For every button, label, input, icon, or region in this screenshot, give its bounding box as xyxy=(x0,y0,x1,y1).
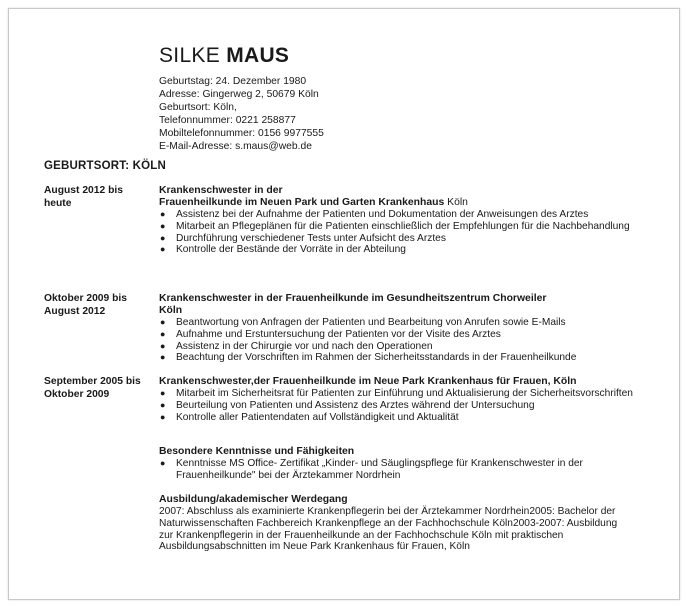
date-line: heute xyxy=(44,197,72,209)
title-plain-text: Köln xyxy=(444,197,468,208)
education-section xyxy=(159,494,634,553)
contact-birthplace: Geburtsort: Köln, xyxy=(159,102,237,113)
bullet-icon: ● xyxy=(160,209,166,219)
date-line: August 2012 xyxy=(44,305,106,317)
date-line: Oktober 2009 xyxy=(44,388,110,400)
bullet-icon: ● xyxy=(160,317,166,327)
first-name: SILKE xyxy=(159,44,221,67)
list-item xyxy=(159,352,634,364)
duty-list xyxy=(159,209,634,256)
list-item xyxy=(159,341,634,353)
contact-birthday: Geburtstag: 24. Dezember 1980 xyxy=(159,76,307,87)
title-bold-text: Frauenheilkunde im Neuen Park und Garten Krankenhaus xyxy=(159,197,445,208)
list-item xyxy=(159,221,634,233)
list-item-text: Kontrolle der Bestände der Vorräte in der Abteilung xyxy=(176,244,406,256)
entry-date xyxy=(44,376,154,401)
bullet-icon: ● xyxy=(160,388,166,398)
list-item-text: Beantwortung von Anfragen der Patienten und Bearbeitung von Anrufen sowie E-Mails xyxy=(176,317,566,328)
list-item-text: Beurteilung von Patienten und Assistenz des Arztes während der Untersuchung xyxy=(176,399,535,411)
contact-address: Adresse: Gingerweg 2, 50679 Köln xyxy=(159,89,319,100)
date-line: Oktober 2009 bis xyxy=(44,293,127,304)
list-item-text: Kontrolle aller Patientendaten auf Vollständigkeit und Aktualität xyxy=(176,411,459,423)
list-item-text: Assistenz bei der Aufnahme der Patienten und Dokumentation der Anweisungen des Arztes xyxy=(176,209,589,220)
list-item-text: Mitarbeit im Sicherheitsrat für Patienten zur Einführung und Aktualisierung der Sicherheitsvorschriften xyxy=(176,388,633,399)
bullet-icon: ● xyxy=(160,220,166,231)
last-name: MAUS xyxy=(226,44,290,67)
list-item xyxy=(159,244,634,256)
title-line: Krankenschwester in der xyxy=(159,185,283,196)
entry-title xyxy=(159,293,634,317)
experience-entry xyxy=(44,293,634,364)
experience-entry xyxy=(44,376,634,423)
list-item-text: Beachtung der Vorschriften im Rahmen der Sicherheitsstandards in der Frauenheilkunde xyxy=(176,352,577,364)
bullet-icon: ● xyxy=(160,458,166,468)
list-item xyxy=(159,209,634,221)
education-title: Ausbildung/akademischer Werdegang xyxy=(159,494,348,505)
entry-date xyxy=(44,293,154,318)
list-item xyxy=(159,317,634,329)
experience-entry xyxy=(44,185,634,256)
contact-phone: Telefonnummer: 0221 258877 xyxy=(159,115,296,126)
list-item-text: Mitarbeit an Pflegeplänen für die Patienten einschließlich der Empfehlungen für die Nachbehandlung xyxy=(176,220,630,232)
bullet-icon: ● xyxy=(160,244,166,255)
date-line: September 2005 bis xyxy=(44,376,141,387)
duty-list xyxy=(159,388,634,423)
contact-details xyxy=(159,75,579,153)
skills-list xyxy=(159,458,634,482)
list-item xyxy=(159,400,634,412)
duty-list xyxy=(159,317,634,364)
full-name xyxy=(159,44,579,68)
list-item xyxy=(159,233,634,245)
contact-email: E-Mail-Adresse: s.maus@web.de xyxy=(159,141,312,152)
contact-mobile: Mobiltelefonnummer: 0156 9977555 xyxy=(159,128,324,139)
list-item xyxy=(159,329,634,341)
list-item-text: Durchführung verschiedener Tests unter Aufsicht des Arztes xyxy=(176,232,446,244)
bullet-icon: ● xyxy=(160,352,166,363)
list-item-text: Kenntnisse MS Office- Zertifikat „Kinder- und Säuglingspflege für Krankenschwester in der Frauenheilkunde" bei der Ärztekammer Nordrhein xyxy=(176,458,583,481)
entry-title: Krankenschwester,der Frauenheilkunde im Neue Park Krankenhaus für Frauen, Köln xyxy=(159,376,577,387)
entry-content xyxy=(159,293,634,364)
entry-title xyxy=(159,185,634,209)
date-line: August 2012 bis xyxy=(44,185,123,196)
birthplace-heading: GEBURTSORT: KÖLN xyxy=(44,160,167,172)
entry-content xyxy=(159,185,634,256)
bullet-icon: ● xyxy=(160,328,166,339)
bullet-icon: ● xyxy=(160,340,166,351)
list-item xyxy=(159,412,634,424)
entry-content xyxy=(159,376,634,423)
list-item-text: Aufnahme und Erstuntersuchung der Patienten vor der Visite des Arztes xyxy=(176,328,501,340)
resume-header xyxy=(159,44,579,153)
skills-section xyxy=(159,446,634,482)
list-item-text: Assistenz in der Chirurgie vor und nach den Operationen xyxy=(176,340,433,352)
list-item xyxy=(159,458,634,482)
title-line xyxy=(159,197,634,209)
education-text: 2007: Abschluss als examinierte Krankenpflegerin bei der Ärztekammer Nordrhein2005: Bachelor der Naturwissenschaften Fachbereich Krankenpflege an der Fachhochschule Köln2003-2007: Ausbildung zur Krankenpflegerin in der Frauenheilkunde an der Fachhochschule Köln mit praktischen Ausbildungsabschnitten im Neue Park Krankenhaus für Frauen, Köln xyxy=(159,506,618,553)
title-line: Köln xyxy=(159,305,183,316)
bullet-icon: ● xyxy=(160,232,166,243)
skills-title: Besondere Kenntnisse und Fähigkeiten xyxy=(159,446,355,457)
bullet-icon: ● xyxy=(160,399,166,410)
list-item xyxy=(159,388,634,400)
title-line: Krankenschwester in der Frauenheilkunde im Gesundheitszentrum Chorweiler xyxy=(159,293,547,304)
entry-date xyxy=(44,185,154,210)
bullet-icon: ● xyxy=(160,411,166,422)
